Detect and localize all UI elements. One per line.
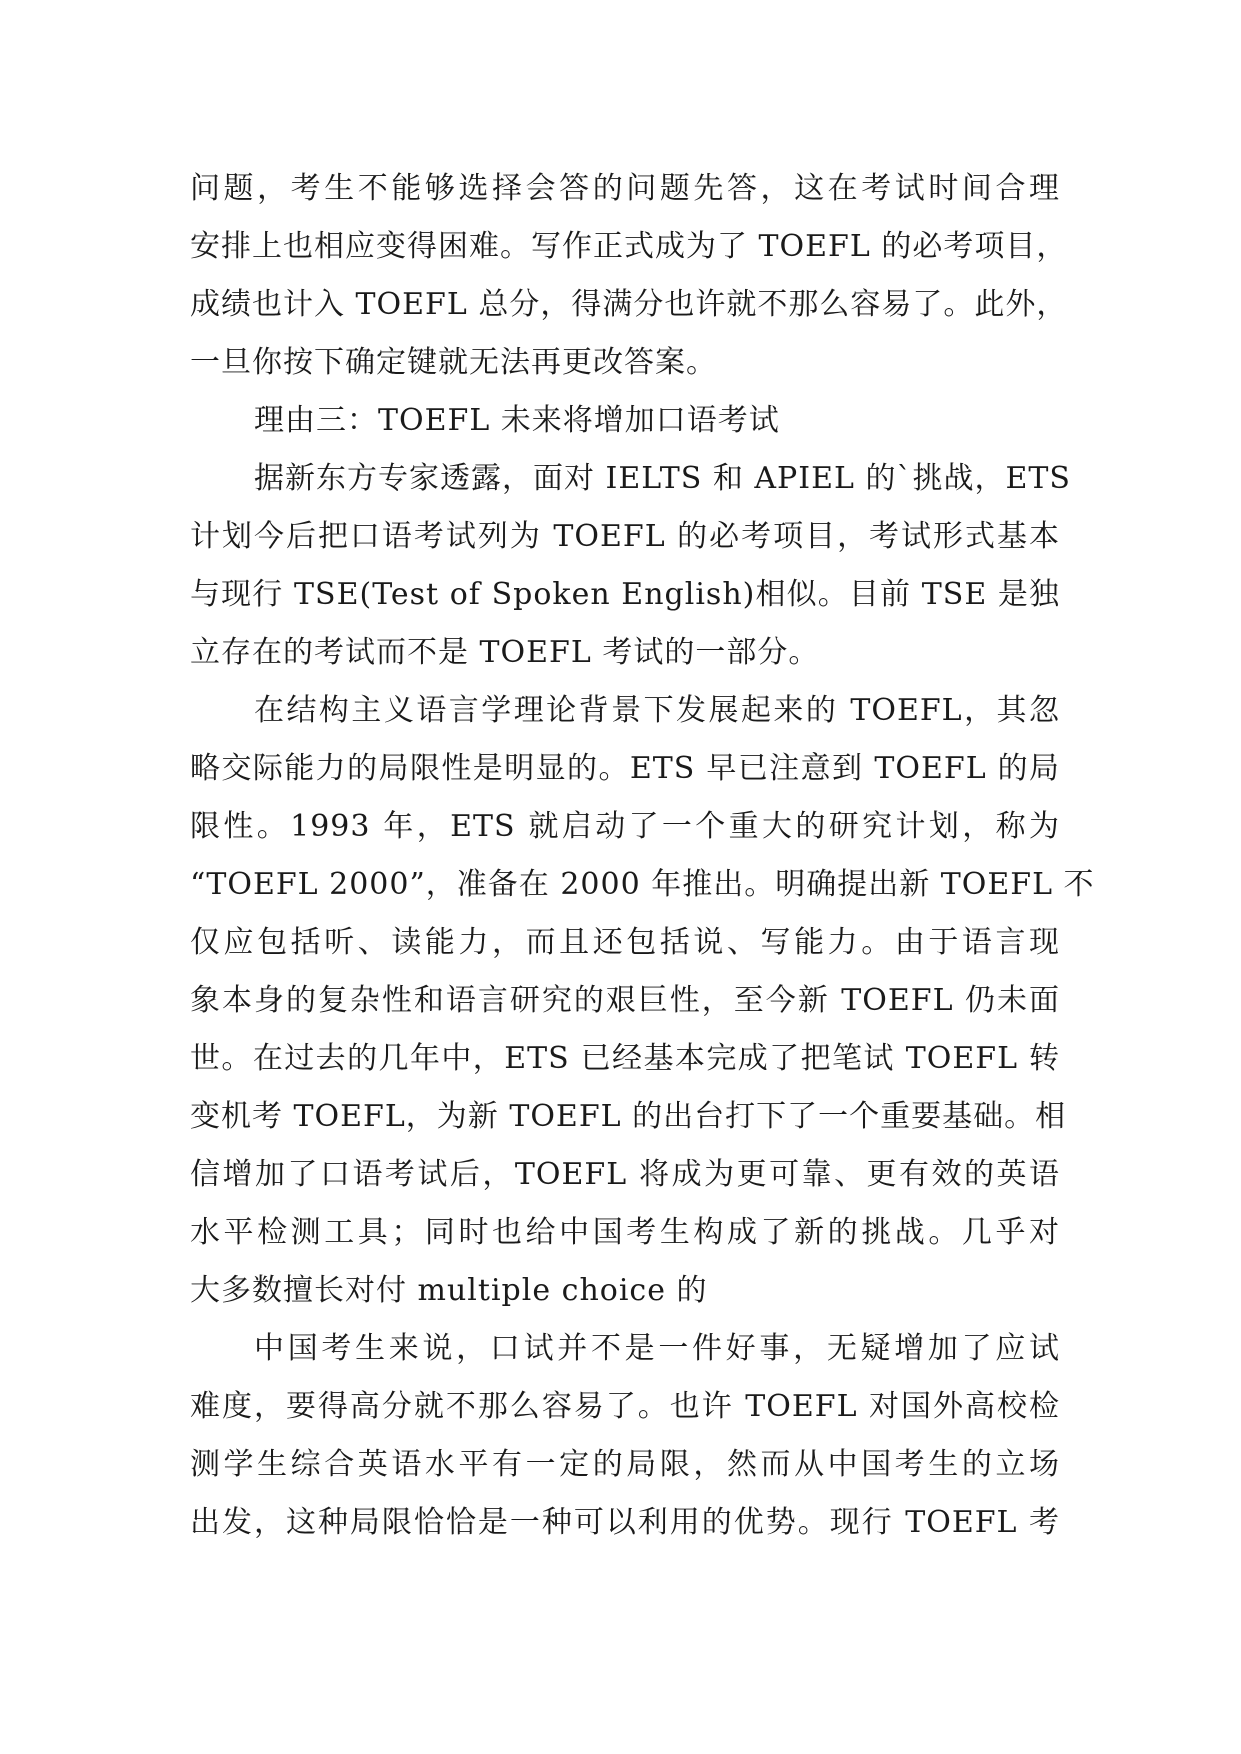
text-line: 理由三：TOEFL 未来将增加口语考试 [254, 403, 780, 438]
text-line: 据新东方专家透露，面对 IELTS 和 APIEL 的`挑战，ETS [254, 461, 1071, 496]
text-line: 变机考 TOEFL，为新 TOEFL 的出台打下了一个重要基础。相 [190, 1099, 1067, 1134]
text-line: 大多数擅长对付 multiple choice 的 [190, 1273, 708, 1308]
text-line: 世。在过去的几年中，ETS 已经基本完成了把笔试 TOEFL 转 [190, 1041, 1060, 1076]
text-line: 立存在的考试而不是 TOEFL 考试的一部分。 [190, 635, 820, 670]
text-line: 与现行 TSE(Test of Spoken English)相似。目前 TSE 是独 [190, 577, 1060, 612]
text-line: 计划今后把口语考试列为 TOEFL 的必考项目，考试形式基本 [190, 519, 1060, 554]
text-line: 成绩也计入 TOEFL 总分，得满分也许就不那么容易了。此外， [190, 287, 1068, 322]
text-line: 中国考生来说，口试并不是一件好事，无疑增加了应试 [254, 1331, 1060, 1366]
text-line: 安排上也相应变得困难。写作正式成为了 TOEFL 的必考项目， [190, 229, 1068, 264]
text-line: 测学生综合英语水平有一定的局限，然而从中国考生的立场 [190, 1447, 1060, 1482]
text-line: “TOEFL 2000”，准备在 2000 年推出。明确提出新 TOEFL 不 [190, 867, 1095, 902]
text-line: 问题，考生不能够选择会答的问题先答，这在考试时间合理 [190, 171, 1060, 206]
text-line: 难度，要得高分就不那么容易了。也许 TOEFL 对国外高校检 [190, 1389, 1060, 1424]
text-line: 水平检测工具；同时也给中国考生构成了新的挑战。几乎对 [190, 1215, 1060, 1250]
text-line: 信增加了口语考试后，TOEFL 将成为更可靠、更有效的英语 [190, 1157, 1060, 1192]
text-line: 限性。1993 年，ETS 就启动了一个重大的研究计划，称为 [190, 809, 1060, 844]
text-line: 象本身的复杂性和语言研究的艰巨性，至今新 TOEFL 仍未面 [190, 983, 1060, 1018]
text-line: 在结构主义语言学理论背景下发展起来的 TOEFL，其忽 [254, 693, 1060, 728]
text-line: 仅应包括听、读能力，而且还包括说、写能力。由于语言现 [190, 925, 1060, 960]
text-line: 一旦你按下确定键就无法再更改答案。 [190, 345, 717, 380]
text-line: 略交际能力的局限性是明显的。ETS 早已注意到 TOEFL 的局 [190, 751, 1060, 786]
text-line: 出发，这种局限恰恰是一种可以利用的优势。现行 TOEFL 考 [190, 1505, 1060, 1540]
document-body [190, 160, 1095, 1552]
